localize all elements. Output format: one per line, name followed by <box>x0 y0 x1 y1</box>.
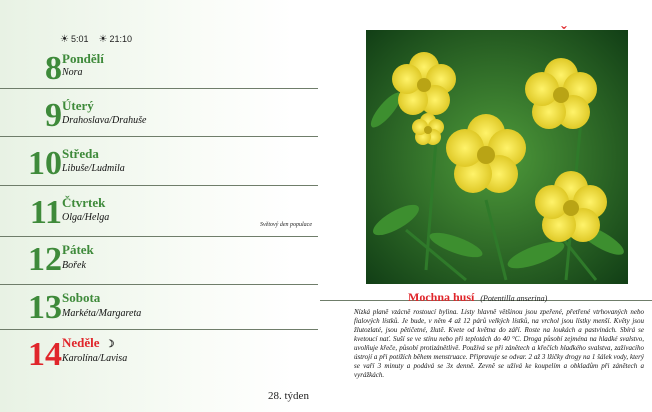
day-row <box>0 237 318 285</box>
week-number: 28. týden <box>268 390 309 402</box>
day-number: 14 <box>28 336 62 373</box>
sunset-time: 21:10 <box>109 34 132 44</box>
day-row <box>0 186 318 237</box>
weekday: Úterý <box>62 98 94 113</box>
name-day: Bořek <box>62 260 86 271</box>
plant-illustration <box>366 30 628 284</box>
weekday: Středa <box>62 146 99 161</box>
name-day: Drahoslava/Drahuše <box>62 115 147 126</box>
day-number: 13 <box>28 289 62 326</box>
day-row <box>0 48 318 89</box>
sun-times <box>60 34 132 45</box>
name-day: Libuše/Ludmila <box>62 163 125 174</box>
weekday <box>62 336 115 350</box>
day-row <box>0 285 318 330</box>
weekday: Čtvrtek <box>62 195 106 210</box>
name-day: Olga/Helga <box>62 212 110 223</box>
day-number: 8 <box>45 50 62 87</box>
weekday-label: Neděle <box>62 335 100 350</box>
day-note: Světový den populace <box>260 222 312 228</box>
name-day: Karolína/Lavisa <box>62 353 128 364</box>
day-number: 11 <box>29 194 62 231</box>
sunrise-time: 5:01 <box>70 34 89 44</box>
plant-czech-name: Mochna husí <box>408 290 475 304</box>
day-list <box>0 0 320 412</box>
day-row <box>0 89 318 137</box>
name-day: Nora <box>62 67 83 78</box>
day-row <box>0 330 318 380</box>
sunrise-icon: ☀ <box>60 34 69 45</box>
sunset-icon: ☀ <box>98 34 108 45</box>
flower-image <box>366 30 628 284</box>
plant-caption <box>408 288 547 306</box>
weekday: Pátek <box>62 242 94 257</box>
plant-latin-name: (Potentilla anserina) <box>480 294 548 303</box>
plant-panel <box>320 0 652 412</box>
day-row <box>0 137 318 186</box>
day-number: 9 <box>45 97 62 134</box>
day-number: 12 <box>28 241 62 278</box>
weekday: Pondělí <box>62 51 104 66</box>
name-day: Markéta/Margareta <box>62 308 142 319</box>
day-number: 10 <box>28 145 62 182</box>
moon-phase-icon: ☽ <box>105 339 115 350</box>
plant-description: Nízká planě vzácně rostoucí bylina. Listy hlavně většinou jsou zpeřené, přetřené vtrhovaných nebo fialových lístků. Je bude, v něm 4 až 12 párů velkých lístků, na vrchol jsou lístky menší. Květy jsou žlutozlaté, jsou pětičetné, žlutě. Kvete od května do září. Roste na loukách a pastvinách. Sbírá se kvetoucí nať. Suší se ve stínu nebo při teplotách do 40 °C. Droga působí zejména na hladké svalstvo, uvolňuje křeče, působí protizánětlivě. Používá se při zánětech a křečích hladkého svalstva, zažívacího ústrojí a při potížích během menstruace. Připravuje se odvar. 2 až 3 lžičky drogy na 1 šálek vody, který se vaří 3 minuty a podává se 3x denně. Zevně se užívá ke koupelím a obkladům při zánětech a vyrážkách. <box>354 308 644 379</box>
weekday: Sobota <box>62 290 101 305</box>
